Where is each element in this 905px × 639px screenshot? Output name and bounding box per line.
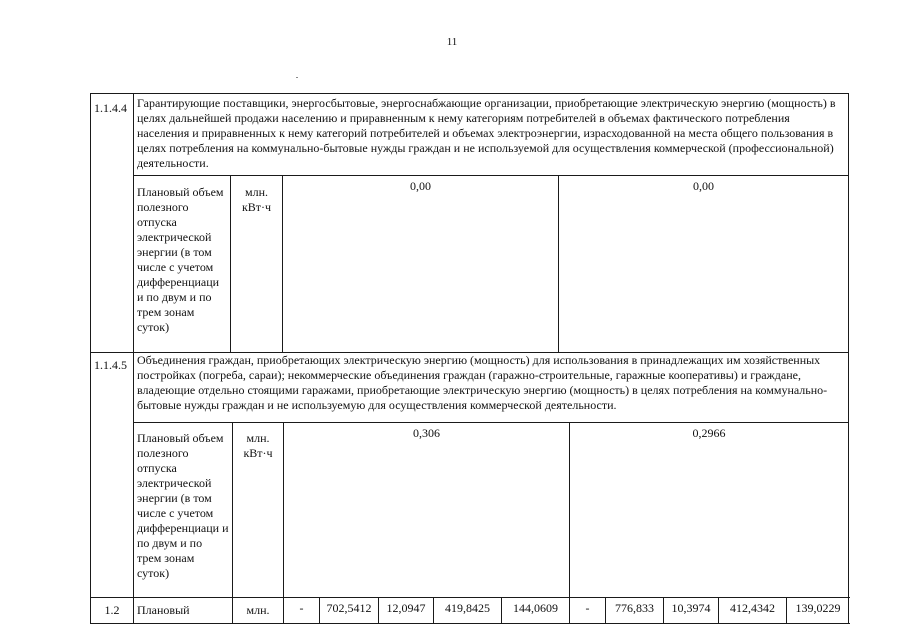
- unit-label: млн. кВт·ч: [243, 431, 273, 460]
- section-description: Гарантирующие поставщики, энергосбытовые, энергоснабжающие организации, приобретающие электрическую энергию (мощность) в целях дальнейшей продажи населению и приравненным к нему категориям потребителей в объемах фактического потребления населения и приравненных к нему категорий потребителей и объемах электроэнергии, израсходованной на места общего пользования в целях потребления на коммунально-бытовые нужды граждан и не используемой для осуществления коммерческой (профессиональной) деятельности.: [137, 96, 836, 170]
- table-rule: [319, 597, 320, 624]
- table-rule: [90, 597, 850, 598]
- table-rule: [558, 175, 559, 352]
- table-rule: [90, 623, 850, 624]
- table-rule: [133, 175, 849, 176]
- section-code: 1.1.4.5: [94, 358, 127, 372]
- row-label: Плановый объем полезного отпуска электрической энергии (в том числе с учетом дифференциаци и по двум и по трем зонам суток): [137, 185, 224, 334]
- row-code: 1.2: [104, 603, 120, 617]
- table-rule: [786, 597, 787, 624]
- table-rule: [378, 597, 379, 624]
- table-rule: [569, 597, 570, 624]
- section-code: 1.1.4.4: [94, 101, 127, 115]
- table-rule: [663, 597, 664, 624]
- value-cell: 144,0609: [513, 601, 558, 615]
- table-rule: [230, 175, 231, 352]
- table-rule: [433, 597, 434, 624]
- section-description: Объединения граждан, приобретающих электрическую энергию (мощность) для использования в принадлежащих им хозяйственных постройках (погреба, сараи); некоммерческие объединения граждан (гаражно-строительные, гаражные кооперативы) и граждане, владеющие отдельно стоящими гаражами, приобретающие электрическую энергию (мощность) в целях потребления на коммунально-бытовые нужды граждан и не используемую для осуществления коммерческой деятельности.: [137, 353, 828, 412]
- value-cell: -: [299, 601, 304, 615]
- table-rule: [569, 422, 570, 597]
- value-cell: 0,00: [410, 179, 431, 193]
- value-cell: 0,306: [413, 426, 440, 440]
- row-label: Плановый объем полезного отпуска электрической энергии (в том числе с учетом дифференциаци и по двум и по трем зонам суток): [137, 431, 229, 580]
- table-rule: [90, 93, 91, 624]
- table-rule: [133, 93, 134, 624]
- value-cell: 12,0947: [386, 601, 426, 615]
- table-rule: [133, 422, 849, 423]
- table-rule: [232, 597, 233, 624]
- value-cell: 776,833: [615, 601, 654, 615]
- page-number: 11: [446, 36, 458, 48]
- table-rule: [501, 597, 502, 624]
- table-rule: [283, 422, 284, 597]
- table-rule: [848, 93, 849, 624]
- value-cell: 419,8425: [445, 601, 490, 615]
- table-rule: [283, 597, 284, 624]
- value-cell: 139,0229: [795, 601, 841, 615]
- value-cell: 0,00: [693, 179, 714, 193]
- scan-speck: [296, 77, 298, 78]
- table-rule: [282, 175, 283, 352]
- value-cell: 702,5412: [326, 601, 372, 615]
- table-rule: [90, 93, 849, 94]
- unit-label: млн.: [246, 603, 270, 617]
- row-label: Плановый: [137, 603, 190, 617]
- table-rule: [232, 422, 233, 597]
- table-rule: [90, 352, 849, 353]
- value-cell: 412,4342: [730, 601, 775, 615]
- unit-label: млн. кВт·ч: [241, 185, 272, 214]
- value-cell: -: [585, 601, 590, 615]
- table-rule: [605, 597, 606, 624]
- table-rule: [718, 597, 719, 624]
- value-cell: 0,2966: [692, 426, 726, 440]
- value-cell: 10,3974: [671, 601, 711, 615]
